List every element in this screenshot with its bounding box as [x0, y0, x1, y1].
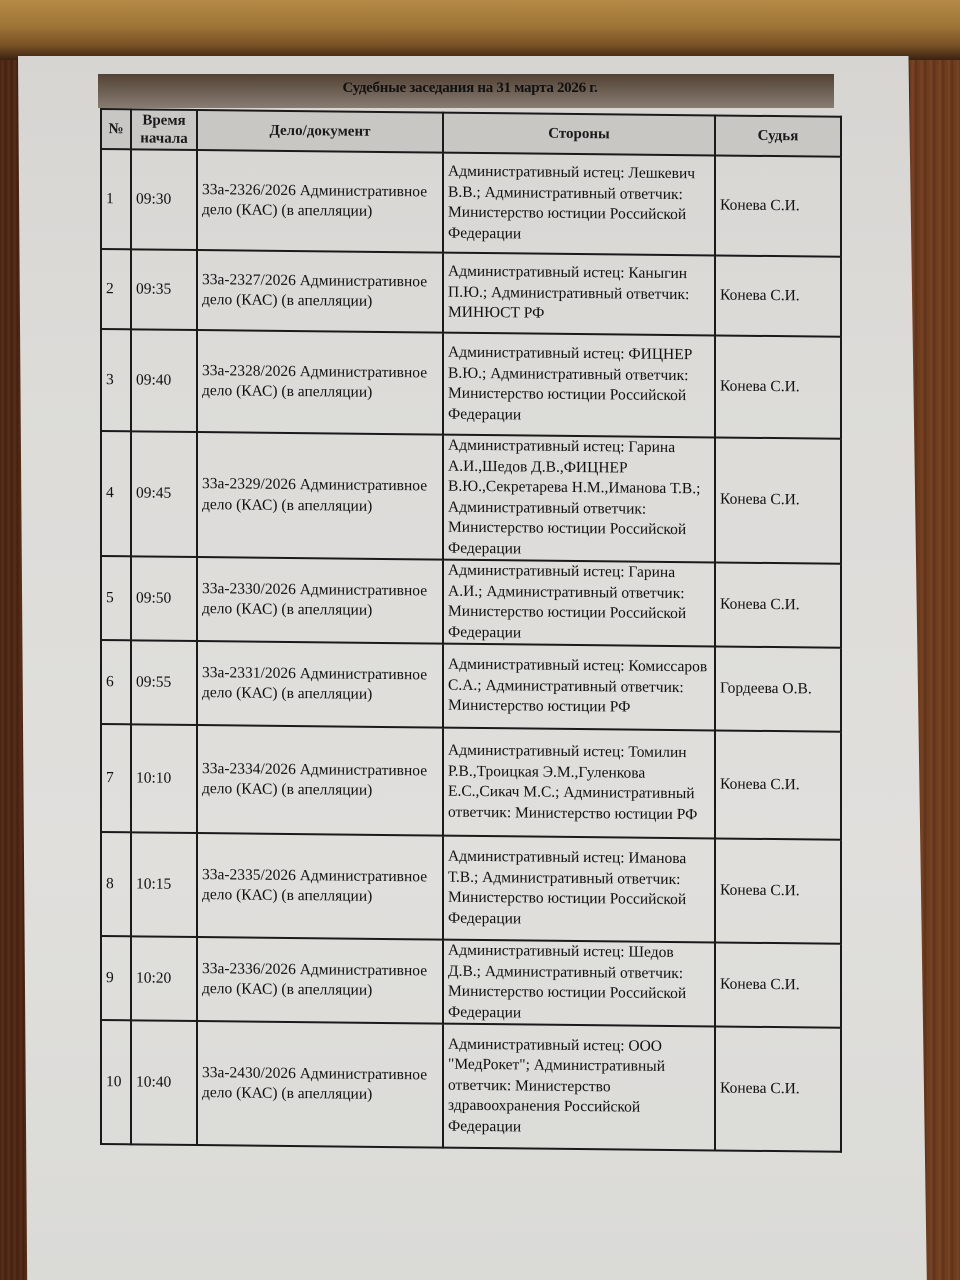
column-header-case: Дело/документ: [197, 110, 443, 153]
row-time: 09:45: [131, 431, 197, 557]
row-time: 09:55: [131, 640, 197, 725]
table-row: [101, 724, 841, 840]
row-judge: Конева С.И.: [715, 255, 841, 336]
row-number: 7: [101, 724, 131, 832]
row-judge: Гордеева О.В.: [715, 646, 841, 731]
table-row: [101, 249, 841, 337]
row-case: 33а-2330/2026 Административное дело (КАС) (в апелляции): [197, 557, 443, 644]
table-row: [101, 640, 841, 732]
row-time: 10:20: [131, 936, 197, 1021]
row-judge: Конева С.И.: [715, 155, 841, 256]
table-row: [101, 936, 841, 1028]
row-parties: Административный истец: Иманова Т.В.; Административный ответчик: Министерство юстиции Российской Федерации: [443, 836, 715, 943]
row-number: 2: [101, 249, 131, 329]
table-row: [101, 149, 841, 257]
row-number: 5: [101, 556, 131, 640]
row-case: 33а-2430/2026 Административное дело (КАС) (в апелляции): [197, 1021, 443, 1148]
table-row: [101, 556, 841, 648]
column-header-judge: Судья: [715, 115, 841, 156]
row-case: 33а-2327/2026 Административное дело (КАС) (в апелляции): [197, 250, 443, 333]
column-header-time: Время начала: [131, 109, 197, 150]
row-judge: Конева С.И.: [715, 838, 841, 943]
row-number: 10: [101, 1020, 131, 1144]
column-header-number: №: [101, 109, 131, 149]
row-judge: Конева С.И.: [715, 1026, 841, 1151]
row-judge: Конева С.И.: [715, 335, 841, 438]
row-parties: Административный истец: Гарина А.И.; Административный ответчик: Министерство юстиции Российской Федерации: [443, 560, 715, 647]
row-judge: Конева С.И.: [715, 562, 841, 647]
row-parties: Административный истец: ФИЦНЕР В.Ю.; Административный ответчик: Министерство юстиции Российской Федерации: [443, 333, 715, 438]
row-parties: Административный истец: Комиссаров С.А.; Административный ответчик: Министерство юстиции РФ: [443, 644, 715, 731]
column-header-parties: Стороны: [443, 113, 715, 156]
row-judge: Конева С.И.: [715, 437, 841, 563]
table-row: [101, 431, 841, 564]
row-case: 33а-2336/2026 Административное дело (КАС) (в апелляции): [197, 937, 443, 1024]
table-row: [101, 1020, 841, 1152]
row-number: 3: [101, 329, 131, 431]
row-case: 33а-2335/2026 Административное дело (КАС) (в апелляции): [197, 833, 443, 940]
row-number: 4: [101, 431, 131, 556]
row-judge: Конева С.И.: [715, 942, 841, 1027]
row-parties: Административный истец: Лешкевич В.В.; Административный ответчик: Министерство юстиции Российской Федерации: [443, 153, 715, 256]
document-title: Судебные заседания на 31 марта 2026 г.: [342, 80, 598, 96]
row-time: 09:35: [131, 249, 197, 330]
row-case: 33а-2328/2026 Административное дело (КАС) (в апелляции): [197, 330, 443, 435]
wooden-shelf-background: [0, 0, 960, 60]
row-case: 33а-2334/2026 Административное дело (КАС) (в апелляции): [197, 725, 443, 836]
row-number: 1: [101, 149, 131, 249]
row-time: 10:15: [131, 832, 197, 937]
row-time: 10:40: [131, 1020, 197, 1145]
row-time: 09:40: [131, 329, 197, 432]
row-number: 9: [101, 936, 131, 1020]
table-row: [101, 329, 841, 439]
row-case: 33а-2329/2026 Административное дело (КАС) (в апелляции): [197, 432, 443, 560]
row-case: 33а-2326/2026 Административное дело (КАС) (в апелляции): [197, 150, 443, 253]
row-parties: Административный истец: Шедов Д.В.; Административный ответчик: Министерство юстиции Российской Федерации: [443, 940, 715, 1027]
row-parties: Административный истец: Томилин Р.В.,Троицкая Э.М.,Гуленкова Е.С.,Сикач М.С.; Административный ответчик: Министерство юстиции РФ: [443, 728, 715, 839]
row-time: 10:10: [131, 724, 197, 833]
row-time: 09:50: [131, 556, 197, 641]
row-judge: Конева С.И.: [715, 730, 841, 839]
hearings-table: [100, 108, 842, 1153]
row-time: 09:30: [131, 149, 197, 250]
row-number: 8: [101, 832, 131, 936]
row-number: 6: [101, 640, 131, 724]
row-parties: Административный истец: Каныгин П.Ю.; Административный ответчик: МИНЮСТ РФ: [443, 253, 715, 336]
row-parties: Административный истец: ООО "МедРокет"; Административный ответчик: Министерство здравоохранения Российской Федерации: [443, 1024, 715, 1151]
row-parties: Административный истец: Гарина А.И.,Шедов Д.В.,ФИЦНЕР В.Ю.,Секретарева Н.М.,Иманова Т.В.; Административный ответчик: Министерство юстиции Российской Федерации: [443, 435, 715, 563]
table-row: [101, 832, 841, 944]
row-case: 33а-2331/2026 Административное дело (КАС) (в апелляции): [197, 641, 443, 728]
